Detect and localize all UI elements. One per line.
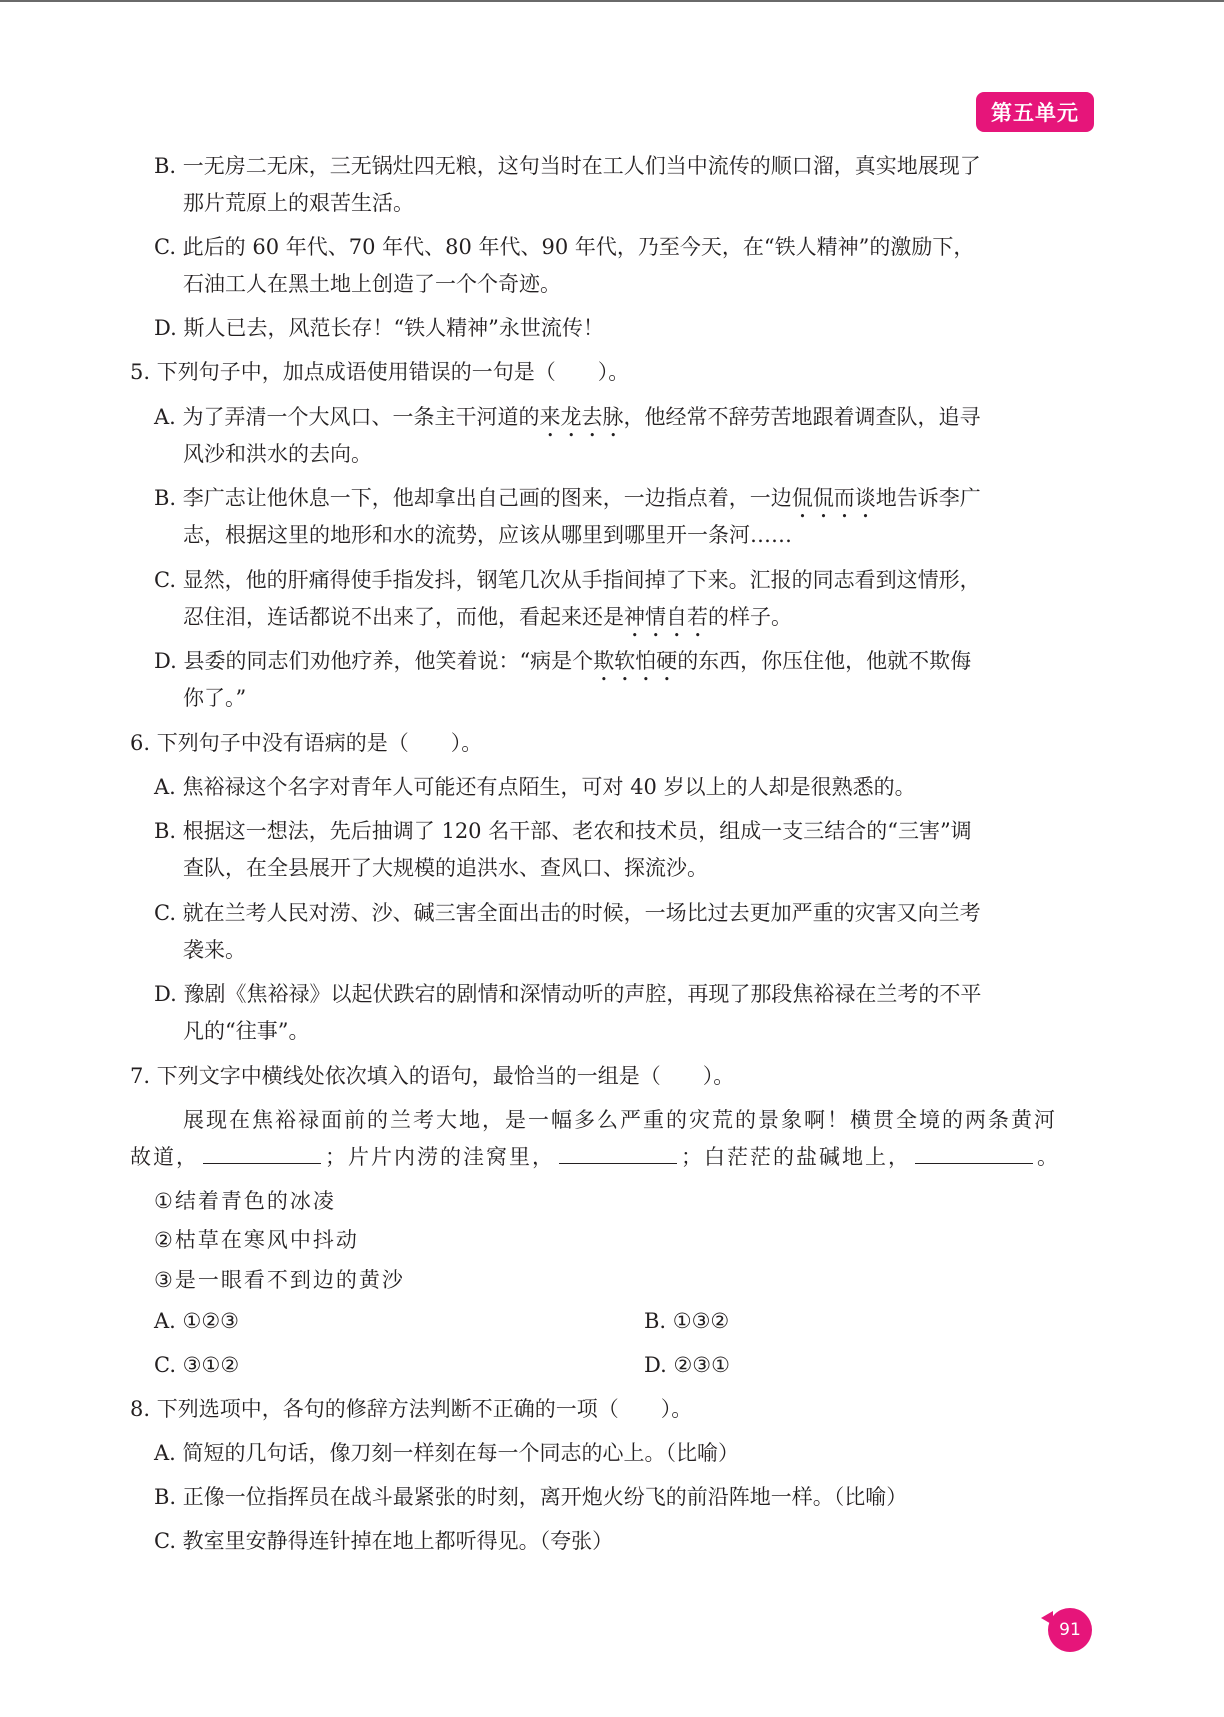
q4-option-b-line2: 那片荒原上的艰苦生活。 bbox=[183, 191, 414, 215]
q6-stem: 6. 下列句子中没有语病的是（ ）。 bbox=[130, 731, 483, 755]
q6-option-b-line1: B. 根据这一想法，先后抽调了 120 名干部、老农和技术员，组成一支三结合的“三害”调 bbox=[154, 819, 972, 843]
q7-stem: 7. 下列文字中横线处依次填入的语句，最恰当的一组是（ ）。 bbox=[130, 1064, 735, 1088]
q6-option-b-line2: 查队，在全县展开了大规模的追洪水、查风口、探流沙。 bbox=[183, 856, 708, 880]
q7-passage-line1: 展现在焦裕禄面前的兰考大地，是一幅多么严重的灾荒的景象啊！横贯全境的两条黄河 bbox=[183, 1108, 1057, 1132]
q8-stem: 8. 下列选项中，各句的修辞方法判断不正确的一项（ ）。 bbox=[130, 1397, 693, 1421]
answer-blank bbox=[203, 1143, 321, 1164]
q5-option-a-line2: 风沙和洪水的去向。 bbox=[183, 442, 372, 466]
q4-option-b-line1: B. 一无房二无床，三无锅灶四无粮，这句当时在工人们当中流传的顺口溜，真实地展现了 bbox=[154, 154, 981, 178]
q7-option-b: B. ①③② bbox=[644, 1309, 730, 1333]
emphasized-idiom: 来龙去脉 bbox=[539, 405, 624, 429]
q5-option-d-line2: 你了。” bbox=[183, 686, 247, 710]
q5-stem: 5. 下列句子中，加点成语使用错误的一句是（ ）。 bbox=[130, 360, 630, 384]
emphasized-idiom: 侃侃而谈 bbox=[791, 486, 876, 510]
page-number: 91 bbox=[1048, 1608, 1092, 1652]
q4-option-c-line1: C. 此后的 60 年代、70 年代、80 年代、90 年代，乃至今天，在“铁人精神”的激励下， bbox=[154, 235, 975, 259]
q7-passage-line2: 故道， ；片片内涝的洼窝里， ；白茫茫的盐碱地上， 。 bbox=[130, 1145, 1060, 1169]
q6-option-d-line1: D. 豫剧《焦裕禄》以起伏跌宕的剧情和深情动听的声腔，再现了那段焦裕禄在兰考的不平 bbox=[154, 982, 982, 1006]
q7-option-a: A. ①②③ bbox=[154, 1309, 239, 1333]
q6-option-a: A. 焦裕禄这个名字对青年人可能还有点陌生，可对 40 岁以上的人却是很熟悉的。 bbox=[154, 775, 916, 799]
q5-option-b-line2: 志，根据这里的地形和水的流势，应该从哪里到哪里开一条河…… bbox=[183, 523, 792, 547]
q5-option-c-line1: C. 显然，他的肝痛得使手指发抖，钢笔几次从手指间掉了下来。汇报的同志看到这情形， bbox=[154, 568, 981, 592]
q4-option-c-line2: 石油工人在黑土地上创造了一个个奇迹。 bbox=[183, 272, 561, 296]
top-rule bbox=[0, 0, 1224, 2]
q6-option-c-line1: C. 就在兰考人民对涝、沙、碱三害全面出击的时候，一场比过去更加严重的灾害又向兰考 bbox=[154, 901, 981, 925]
q7-item-2: ②枯草在寒风中抖动 bbox=[154, 1228, 359, 1252]
q6-option-d-line2: 凡的“往事”。 bbox=[183, 1019, 310, 1043]
unit-badge: 第五单元 bbox=[976, 92, 1094, 132]
q5-option-c-line2: 忍住泪，连话都说不出来了，而他，看起来还是神情自若的样子。 bbox=[183, 605, 792, 629]
q7-item-3: ③是一眼看不到边的黄沙 bbox=[154, 1268, 405, 1292]
q7-option-d: D. ②③① bbox=[644, 1353, 730, 1377]
answer-blank bbox=[559, 1143, 677, 1164]
q4-option-d: D. 斯人已去，风范长存！“铁人精神”永世流传！ bbox=[154, 316, 604, 340]
answer-blank bbox=[915, 1143, 1033, 1164]
q8-option-a: A. 简短的几句话，像刀刻一样刻在每一个同志的心上。（比喻） bbox=[154, 1441, 740, 1465]
q7-item-1: ①结着青色的冰凌 bbox=[154, 1189, 336, 1213]
q6-option-c-line2: 袭来。 bbox=[183, 938, 246, 962]
q8-option-b: B. 正像一位指挥员在战斗最紧张的时刻，离开炮火纷飞的前沿阵地一样。（比喻） bbox=[154, 1485, 908, 1509]
q7-option-c: C. ③①② bbox=[154, 1353, 240, 1377]
emphasized-idiom: 欺软怕硬 bbox=[593, 649, 678, 673]
q5-option-d-line1: D. 县委的同志们劝他疗养，他笑着说：“病是个欺软怕硬的东西，你压住他，他就不欺侮 bbox=[154, 649, 972, 673]
q5-option-b-line1: B. 李广志让他休息一下，他却拿出自己画的图来，一边指点着，一边侃侃而谈地告诉李广 bbox=[154, 486, 981, 510]
q8-option-c: C. 教室里安静得连针掉在地上都听得见。（夸张） bbox=[154, 1529, 614, 1553]
emphasized-idiom: 神情自若 bbox=[624, 605, 708, 629]
q5-option-a-line1: A. 为了弄清一个大风口、一条主干河道的来龙去脉，他经常不辞劳苦地跟着调查队，追寻 bbox=[154, 405, 981, 429]
